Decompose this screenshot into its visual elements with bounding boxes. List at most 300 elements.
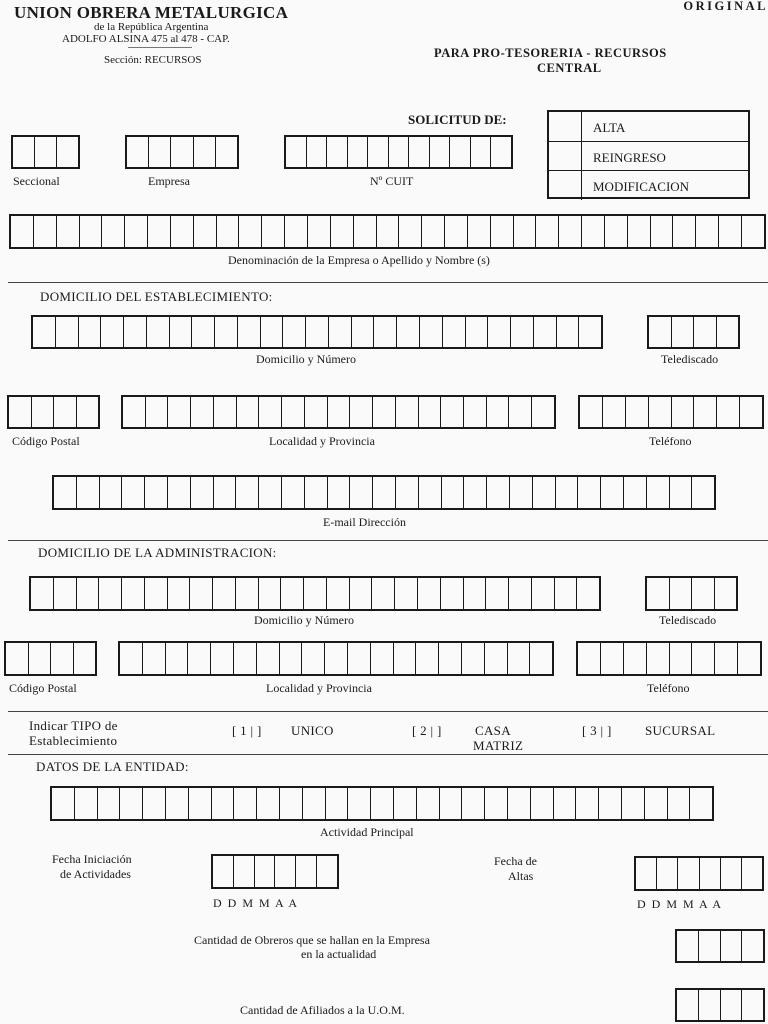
char-cell[interactable] — [429, 137, 450, 167]
char-cell[interactable] — [170, 216, 193, 247]
char-cell[interactable] — [669, 477, 692, 508]
char-cell[interactable] — [490, 216, 513, 247]
char-cell[interactable] — [418, 397, 441, 427]
char-cell[interactable] — [677, 990, 698, 1020]
char-cell[interactable] — [282, 317, 305, 347]
char-cell[interactable] — [11, 216, 33, 247]
char-cell[interactable] — [532, 477, 555, 508]
char-cell[interactable] — [167, 397, 190, 427]
char-cell[interactable] — [258, 578, 281, 609]
char-cell[interactable] — [581, 216, 604, 247]
char-cell[interactable] — [295, 856, 316, 887]
char-cell[interactable] — [691, 578, 714, 609]
char-cell[interactable] — [147, 216, 170, 247]
char-cell[interactable] — [656, 858, 677, 889]
char-cell[interactable] — [145, 397, 168, 427]
tipo-label-line2: Establecimiento — [29, 733, 118, 748]
char-cell[interactable] — [449, 137, 470, 167]
char-cell[interactable] — [211, 788, 234, 819]
char-cell[interactable] — [281, 477, 304, 508]
char-cell[interactable] — [9, 397, 31, 427]
char-cell[interactable] — [720, 990, 742, 1020]
char-cell[interactable] — [486, 397, 509, 427]
seccional-field[interactable] — [11, 135, 80, 169]
char-cell[interactable] — [510, 317, 533, 347]
char-cell[interactable] — [644, 788, 667, 819]
alta-checkbox[interactable] — [549, 112, 582, 141]
char-cell[interactable] — [6, 643, 28, 674]
char-cell[interactable] — [127, 137, 148, 167]
char-cell[interactable] — [741, 931, 763, 961]
char-cell[interactable] — [76, 397, 99, 427]
char-cell[interactable] — [604, 216, 627, 247]
char-cell[interactable] — [213, 397, 236, 427]
char-cell[interactable] — [347, 643, 370, 674]
char-cell[interactable] — [328, 317, 351, 347]
char-cell[interactable] — [442, 317, 465, 347]
char-cell[interactable] — [507, 643, 530, 674]
char-cell[interactable] — [303, 578, 326, 609]
char-cell[interactable] — [79, 216, 102, 247]
char-cell[interactable] — [304, 397, 327, 427]
char-cell[interactable] — [258, 477, 281, 508]
section-divider — [8, 711, 768, 712]
char-cell[interactable] — [233, 788, 256, 819]
char-cell[interactable] — [714, 643, 737, 674]
char-cell[interactable] — [190, 477, 213, 508]
char-cell[interactable] — [465, 317, 488, 347]
fecha-inicio-format: D D M M A A — [213, 896, 298, 910]
denominacion-field[interactable] — [9, 214, 766, 249]
char-cell[interactable] — [284, 216, 307, 247]
cuit-label: Nº CUIT — [370, 174, 414, 188]
char-cell[interactable] — [372, 477, 395, 508]
section-divider — [8, 754, 768, 755]
char-cell[interactable] — [648, 397, 671, 427]
char-cell[interactable] — [148, 137, 170, 167]
char-cell[interactable] — [737, 643, 760, 674]
char-cell[interactable] — [398, 216, 421, 247]
cuit-field[interactable] — [284, 135, 513, 169]
char-cell[interactable] — [142, 788, 165, 819]
afiliados-field[interactable] — [675, 988, 765, 1022]
char-cell[interactable] — [671, 397, 694, 427]
char-cell[interactable] — [485, 578, 508, 609]
adm-localidad-field[interactable] — [118, 641, 554, 676]
char-cell[interactable] — [31, 578, 53, 609]
solicitud-title: SOLICITUD DE: — [408, 112, 507, 127]
header-divider — [128, 47, 192, 48]
char-cell[interactable] — [301, 643, 324, 674]
char-cell[interactable] — [463, 578, 486, 609]
char-cell[interactable] — [78, 317, 101, 347]
char-cell[interactable] — [351, 317, 374, 347]
char-cell[interactable] — [307, 216, 330, 247]
char-cell[interactable] — [669, 643, 692, 674]
char-cell[interactable] — [189, 578, 212, 609]
char-cell[interactable] — [237, 317, 260, 347]
adm-telediscado-field[interactable] — [645, 576, 738, 611]
tipo-label-line1: Indicar TIPO de — [29, 718, 118, 733]
est-codigo-postal-label: Código Postal — [12, 434, 80, 448]
char-cell[interactable] — [121, 578, 144, 609]
char-cell[interactable] — [440, 397, 463, 427]
char-cell[interactable] — [418, 477, 441, 508]
char-cell[interactable] — [235, 477, 258, 508]
char-cell[interactable] — [487, 317, 510, 347]
char-cell[interactable] — [327, 397, 350, 427]
char-cell[interactable] — [695, 216, 718, 247]
obreros-label-line2: en la actualidad — [301, 947, 377, 961]
char-cell[interactable] — [370, 788, 393, 819]
actividad-principal-field[interactable] — [50, 786, 714, 821]
char-cell[interactable] — [535, 216, 558, 247]
char-cell[interactable] — [236, 397, 259, 427]
char-cell[interactable] — [260, 317, 283, 347]
fecha-inicio-field[interactable] — [211, 854, 339, 889]
empresa-field[interactable] — [125, 135, 239, 169]
char-cell[interactable] — [716, 317, 739, 347]
char-cell[interactable] — [372, 397, 395, 427]
char-cell[interactable] — [193, 216, 216, 247]
tipo-sucursal-checkbox[interactable]: [ 3 | ] — [582, 723, 612, 738]
char-cell[interactable] — [54, 477, 76, 508]
char-cell[interactable] — [720, 858, 741, 889]
char-cell[interactable] — [558, 216, 581, 247]
char-cell[interactable] — [123, 317, 146, 347]
char-cell[interactable] — [167, 578, 190, 609]
char-cell[interactable] — [216, 216, 239, 247]
char-cell[interactable] — [677, 858, 698, 889]
char-cell[interactable] — [647, 578, 669, 609]
char-cell[interactable] — [441, 477, 464, 508]
char-cell[interactable] — [646, 477, 669, 508]
char-cell[interactable] — [554, 578, 577, 609]
char-cell[interactable] — [698, 990, 720, 1020]
fecha-inicio-label-line2: de Actividades — [60, 867, 131, 881]
char-cell[interactable] — [55, 317, 78, 347]
char-cell[interactable] — [98, 578, 121, 609]
char-cell[interactable] — [33, 216, 56, 247]
fecha-alta-label-line1: Fecha de — [494, 854, 537, 868]
char-cell[interactable] — [193, 137, 215, 167]
char-cell[interactable] — [600, 643, 623, 674]
establecimiento-title: DOMICILIO DEL ESTABLECIMIENTO: — [40, 289, 273, 304]
char-cell[interactable] — [395, 477, 418, 508]
char-cell[interactable] — [50, 643, 73, 674]
adm-codigo-postal-field[interactable] — [4, 641, 97, 676]
char-cell[interactable] — [74, 788, 97, 819]
char-cell[interactable] — [233, 856, 254, 887]
char-cell[interactable] — [144, 477, 167, 508]
char-cell[interactable] — [376, 216, 399, 247]
char-cell[interactable] — [305, 317, 328, 347]
char-cell[interactable] — [718, 216, 741, 247]
char-cell[interactable] — [509, 477, 532, 508]
char-cell[interactable] — [508, 397, 531, 427]
denominacion-label: Denominación de la Empresa o Apellido y Nombre (s) — [228, 253, 490, 267]
char-cell[interactable] — [393, 643, 416, 674]
org-name: UNION OBRERA METALURGICA — [14, 3, 289, 22]
char-cell[interactable] — [101, 216, 124, 247]
char-cell[interactable] — [621, 788, 644, 819]
est-localidad-label: Localidad y Provincia — [269, 434, 375, 448]
char-cell[interactable] — [210, 643, 233, 674]
org-address: ADOLFO ALSINA 475 al 478 - CAP. — [62, 33, 230, 45]
char-cell[interactable] — [146, 317, 169, 347]
char-cell[interactable] — [691, 477, 714, 508]
char-cell[interactable] — [99, 477, 122, 508]
char-cell[interactable] — [689, 788, 712, 819]
char-cell[interactable] — [119, 788, 142, 819]
char-cell[interactable] — [395, 397, 418, 427]
char-cell[interactable] — [531, 578, 554, 609]
char-cell[interactable] — [326, 137, 347, 167]
char-cell[interactable] — [623, 643, 646, 674]
char-cell[interactable] — [576, 578, 599, 609]
char-cell[interactable] — [349, 397, 372, 427]
char-cell[interactable] — [215, 137, 237, 167]
solicitud-option-alta[interactable] — [549, 112, 748, 141]
original-mark: ORIGINAL — [683, 0, 768, 13]
char-cell[interactable] — [416, 788, 439, 819]
section-divider — [8, 540, 768, 541]
char-cell[interactable] — [720, 931, 742, 961]
char-cell[interactable] — [124, 216, 147, 247]
char-cell[interactable] — [467, 216, 490, 247]
char-cell[interactable] — [56, 216, 79, 247]
char-cell[interactable] — [190, 397, 213, 427]
char-cell[interactable] — [28, 643, 51, 674]
char-cell[interactable] — [123, 397, 145, 427]
char-cell[interactable] — [577, 477, 600, 508]
char-cell[interactable] — [73, 643, 96, 674]
est-telefono-field[interactable] — [578, 395, 764, 429]
char-cell[interactable] — [13, 137, 34, 167]
char-cell[interactable] — [598, 788, 621, 819]
char-cell[interactable] — [52, 788, 74, 819]
char-cell[interactable] — [373, 317, 396, 347]
char-cell[interactable] — [349, 477, 372, 508]
fecha-alta-field[interactable] — [634, 856, 764, 891]
char-cell[interactable] — [167, 477, 190, 508]
char-cell[interactable] — [698, 931, 720, 961]
char-cell[interactable] — [279, 643, 302, 674]
char-cell[interactable] — [646, 643, 669, 674]
char-cell[interactable] — [716, 397, 739, 427]
char-cell[interactable] — [714, 578, 737, 609]
char-cell[interactable] — [256, 643, 279, 674]
char-cell[interactable] — [286, 137, 306, 167]
char-cell[interactable] — [353, 216, 376, 247]
char-cell[interactable] — [316, 856, 337, 887]
char-cell[interactable] — [370, 643, 393, 674]
char-cell[interactable] — [188, 788, 211, 819]
char-cell[interactable] — [408, 137, 429, 167]
char-cell[interactable] — [53, 578, 76, 609]
char-cell[interactable] — [421, 216, 444, 247]
char-cell[interactable] — [463, 477, 486, 508]
char-cell[interactable] — [302, 788, 325, 819]
char-cell[interactable] — [233, 643, 256, 674]
char-cell[interactable] — [254, 856, 275, 887]
char-cell[interactable] — [213, 856, 233, 887]
char-cell[interactable] — [693, 397, 716, 427]
char-cell[interactable] — [623, 477, 646, 508]
char-cell[interactable] — [513, 216, 536, 247]
est-telediscado-field[interactable] — [647, 315, 740, 349]
char-cell[interactable] — [212, 578, 235, 609]
est-localidad-field[interactable] — [121, 395, 556, 429]
char-cell[interactable] — [741, 216, 764, 247]
reingreso-checkbox[interactable] — [549, 142, 582, 171]
char-cell[interactable] — [672, 216, 695, 247]
char-cell[interactable] — [330, 216, 353, 247]
char-cell[interactable] — [470, 137, 491, 167]
char-cell[interactable] — [531, 397, 554, 427]
char-cell[interactable] — [739, 397, 762, 427]
est-codigo-postal-field[interactable] — [7, 395, 100, 429]
char-cell[interactable] — [34, 137, 56, 167]
char-cell[interactable] — [120, 643, 142, 674]
char-cell[interactable] — [486, 477, 509, 508]
char-cell[interactable] — [556, 317, 579, 347]
char-cell[interactable] — [578, 317, 601, 347]
adm-telefono-field[interactable] — [576, 641, 762, 676]
char-cell[interactable] — [281, 397, 304, 427]
char-cell[interactable] — [394, 578, 417, 609]
char-cell[interactable] — [490, 137, 511, 167]
char-cell[interactable] — [463, 397, 486, 427]
obreros-field[interactable] — [675, 929, 765, 963]
char-cell[interactable] — [324, 643, 347, 674]
char-cell[interactable] — [699, 858, 720, 889]
char-cell[interactable] — [575, 788, 598, 819]
char-cell[interactable] — [170, 137, 192, 167]
char-cell[interactable] — [347, 137, 368, 167]
char-cell[interactable] — [553, 788, 576, 819]
char-cell[interactable] — [327, 477, 350, 508]
char-cell[interactable] — [371, 578, 394, 609]
tipo-casa-matriz-checkbox[interactable]: [ 2 | ] — [412, 723, 442, 738]
char-cell[interactable] — [415, 643, 438, 674]
char-cell[interactable] — [235, 578, 258, 609]
char-cell[interactable] — [33, 317, 55, 347]
char-cell[interactable] — [76, 578, 99, 609]
char-cell[interactable] — [693, 317, 716, 347]
char-cell[interactable] — [256, 788, 279, 819]
char-cell[interactable] — [529, 643, 552, 674]
char-cell[interactable] — [461, 788, 484, 819]
char-cell[interactable] — [741, 858, 762, 889]
char-cell[interactable] — [580, 397, 602, 427]
char-cell[interactable] — [165, 788, 188, 819]
char-cell[interactable] — [671, 317, 694, 347]
char-cell[interactable] — [388, 137, 409, 167]
char-cell[interactable] — [31, 397, 54, 427]
char-cell[interactable] — [53, 397, 76, 427]
char-cell[interactable] — [444, 216, 467, 247]
char-cell[interactable] — [669, 578, 692, 609]
char-cell[interactable] — [213, 477, 236, 508]
char-cell[interactable] — [306, 137, 327, 167]
char-cell[interactable] — [274, 856, 295, 887]
solicitud-option-modificacion[interactable] — [549, 170, 748, 200]
char-cell[interactable] — [396, 317, 419, 347]
char-cell[interactable] — [461, 643, 484, 674]
char-cell[interactable] — [214, 317, 237, 347]
char-cell[interactable] — [279, 788, 302, 819]
char-cell[interactable] — [440, 578, 463, 609]
adm-domicilio-field[interactable] — [29, 576, 601, 611]
char-cell[interactable] — [258, 397, 281, 427]
char-cell[interactable] — [304, 477, 327, 508]
empresa-label: Empresa — [148, 174, 190, 188]
modificacion-checkbox[interactable] — [549, 171, 582, 200]
char-cell[interactable] — [56, 137, 78, 167]
char-cell[interactable] — [100, 317, 123, 347]
char-cell[interactable] — [677, 931, 698, 961]
char-cell[interactable] — [741, 990, 763, 1020]
char-cell[interactable] — [438, 643, 461, 674]
char-cell[interactable] — [347, 788, 370, 819]
char-cell[interactable] — [142, 643, 165, 674]
char-cell[interactable] — [187, 643, 210, 674]
char-cell[interactable] — [530, 788, 553, 819]
char-cell[interactable] — [555, 477, 578, 508]
solicitud-option-reingreso[interactable] — [549, 141, 748, 171]
char-cell[interactable] — [636, 858, 656, 889]
char-cell[interactable] — [419, 317, 442, 347]
char-cell[interactable] — [280, 578, 303, 609]
char-cell[interactable] — [97, 788, 120, 819]
char-cell[interactable] — [393, 788, 416, 819]
tipo-unico-checkbox[interactable]: [ 1 | ] — [232, 723, 262, 738]
char-cell[interactable] — [238, 216, 261, 247]
char-cell[interactable] — [349, 578, 372, 609]
char-cell[interactable] — [121, 477, 144, 508]
char-cell[interactable] — [367, 137, 388, 167]
char-cell[interactable] — [649, 317, 671, 347]
char-cell[interactable] — [625, 397, 648, 427]
char-cell[interactable] — [439, 788, 462, 819]
char-cell[interactable] — [165, 643, 188, 674]
char-cell[interactable] — [325, 788, 348, 819]
char-cell[interactable] — [169, 317, 192, 347]
est-email-field[interactable] — [52, 475, 716, 510]
char-cell[interactable] — [484, 643, 507, 674]
char-cell[interactable] — [261, 216, 284, 247]
char-cell[interactable] — [417, 578, 440, 609]
char-cell[interactable] — [144, 578, 167, 609]
char-cell[interactable] — [533, 317, 556, 347]
char-cell[interactable] — [600, 477, 623, 508]
char-cell[interactable] — [578, 643, 600, 674]
char-cell[interactable] — [508, 578, 531, 609]
char-cell[interactable] — [326, 578, 349, 609]
est-domicilio-field[interactable] — [31, 315, 603, 349]
char-cell[interactable] — [507, 788, 530, 819]
char-cell[interactable] — [76, 477, 99, 508]
char-cell[interactable] — [667, 788, 690, 819]
char-cell[interactable] — [627, 216, 650, 247]
char-cell[interactable] — [484, 788, 507, 819]
char-cell[interactable] — [691, 643, 714, 674]
char-cell[interactable] — [650, 216, 673, 247]
char-cell[interactable] — [602, 397, 625, 427]
seccional-label: Seccional — [13, 174, 60, 188]
char-cell[interactable] — [191, 317, 214, 347]
